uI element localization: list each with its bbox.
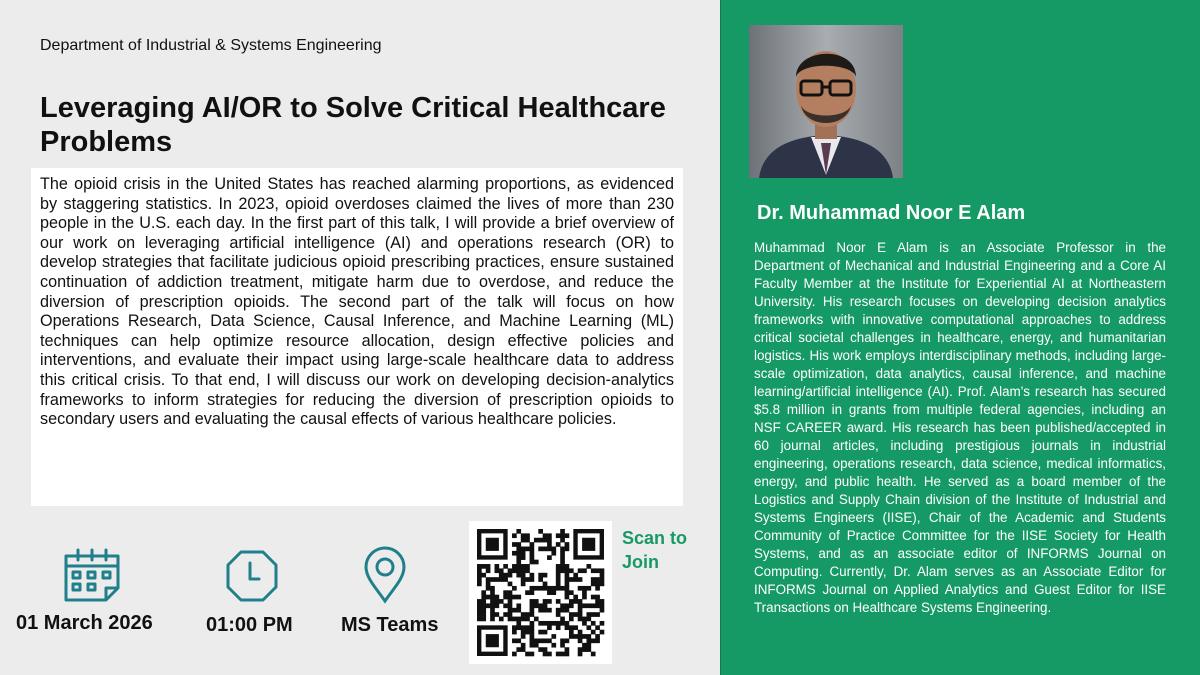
scan-to-join-label: Scan to Join xyxy=(622,528,688,572)
event-time: 01:00 PM xyxy=(206,614,293,636)
speaker-photo xyxy=(749,25,903,178)
event-date: 01 March 2026 xyxy=(16,612,153,634)
department-name: Department of Industrial & Systems Engineering xyxy=(40,37,382,54)
calendar-icon xyxy=(62,548,122,602)
abstract-box xyxy=(31,168,683,506)
location-pin-icon xyxy=(362,546,408,604)
talk-title: Leveraging AI/OR to Solve Critical Healthcare Problems xyxy=(40,92,666,158)
speaker-name: Dr. Muhammad Noor E Alam xyxy=(757,202,1026,224)
clock-icon xyxy=(225,549,279,603)
speaker-bio: Muhammad Noor E Alam is an Associate Professor in the Department of Mechanical and Industrial Engineering and a Core AI Faculty Member at the Institute for Experiential AI at Northeastern University. His research focuses on developing decision analytics frameworks with innovative computational approaches to address critical societal challenges in healthcare, energy, and humanitarian logistics. His work employs interdisciplinary methods, including large-scale optimization, data analytics, causal inference, and machine learning/artificial intelligence (AI). Prof. Alam's research has secured $5.8 million in grants from multiple federal agencies, including an NSF CAREER award. His research has been published/accepted in 60 journal articles, including prestigious journals in industrial engineering, operations research, data science, medical informatics, energy, and public health. He served as a board member of the Logistics and Supply Chain division of the Institute of Industrial and Systems Engineers (IISE), Chair of the Academic and Students Community of Practice Committee for the IISE Society for Health Systems, and as an associate editor of INFORMS Journal on Computing. Currently, Dr. Alam serves as an Associate Editor for INFORMS Journal on Applied Analytics and Guest Editor for IISE Transactions on Healthcare Systems Engineering. xyxy=(754,240,1166,615)
event-location: MS Teams xyxy=(341,614,439,636)
abstract-text: The opioid crisis in the United States has reached alarming proportions, as evidenced by staggering statistics. In 2023, opioid overdoses claimed the lives of more than 230 people in the U.S. each day. In the first part of this talk, I will provide a brief overview of our work on leveraging artificial intelligence (AI) and operations research (OR) to develop strategies that facilitate judicious opioid prescribing practices, ensure sustained continuation of addiction treatment, mitigate harm due to overdose, and reduce the diversion of prescription opioids. The second part of the talk will focus on how Operations Research, Data Science, Causal Inference, and Machine Learning (ML) techniques can help optimize resource allocation, design effective policies and interventions, and evaluate their impact using large-scale healthcare data to address this critical crisis. To that end, I will discuss our work on developing decision-analytics frameworks to inform strategies for reducing the diversion of prescription opioids to secondary users and evaluating the causal effects of various healthcare policies. xyxy=(40,175,674,429)
qr-code[interactable] xyxy=(469,521,612,664)
